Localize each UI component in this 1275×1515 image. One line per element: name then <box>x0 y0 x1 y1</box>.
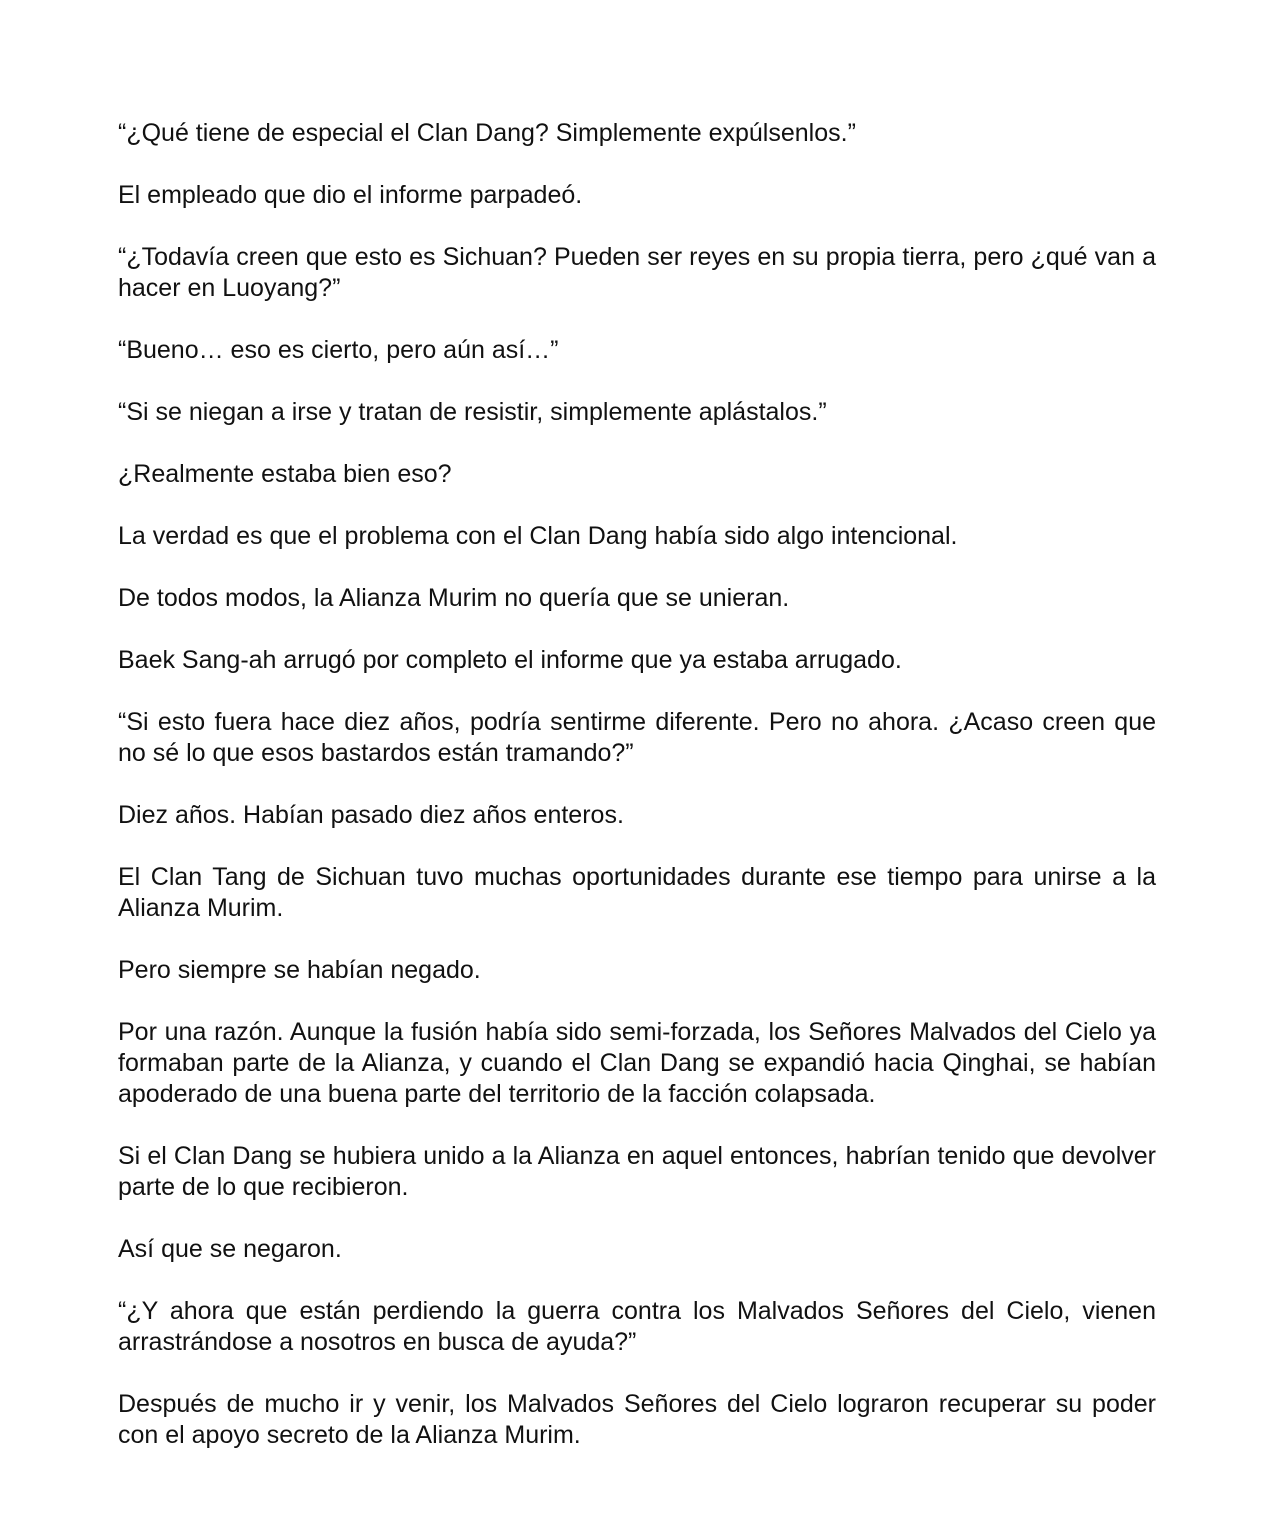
paragraph: La verdad es que el problema con el Clan Dang había sido algo intencional. <box>118 522 958 550</box>
document-page <box>118 118 1156 1482</box>
paragraph: El Clan Tang de Sichuan tuvo muchas oportunidades durante ese tiempo para unirse a la Alianza Murim. <box>118 863 1156 922</box>
paragraph: Baek Sang-ah arrugó por completo el informe que ya estaba arrugado. <box>118 646 902 674</box>
paragraph: “¿Qué tiene de especial el Clan Dang? Simplemente expúlsenlos.” <box>118 119 856 147</box>
paragraph: ¿Realmente estaba bien eso? <box>118 460 452 488</box>
paragraph: Después de mucho ir y venir, los Malvados Señores del Cielo lograron recuperar su poder con el apoyo secreto de la Alianza Murim. <box>118 1390 1156 1449</box>
paragraph: “Si esto fuera hace diez años, podría sentirme diferente. Pero no ahora. ¿Acaso creen que no sé lo que esos bastardos están tramando?” <box>118 708 1156 767</box>
paragraph: Así que se negaron. <box>118 1235 342 1263</box>
paragraph: El empleado que dio el informe parpadeó. <box>118 181 583 209</box>
paragraph: “¿Y ahora que están perdiendo la guerra contra los Malvados Señores del Cielo, vienen arrastrándose a nosotros en busca de ayuda?” <box>118 1297 1156 1356</box>
paragraph: Pero siempre se habían negado. <box>118 956 481 984</box>
paragraph: “¿Todavía creen que esto es Sichuan? Pueden ser reyes en su propia tierra, pero ¿qué van a hacer en Luoyang?” <box>118 243 1156 302</box>
paragraph: Por una razón. Aunque la fusión había sido semi-forzada, los Señores Malvados del Cielo ya formaban parte de la Alianza, y cuando el Clan Dang se expandió hacia Qinghai, se habían apoderado de una buena parte del territorio de la facción colapsada. <box>118 1018 1156 1108</box>
paragraph: “Bueno… eso es cierto, pero aún así…” <box>118 336 559 364</box>
paragraph: Si el Clan Dang se hubiera unido a la Alianza en aquel entonces, habrían tenido que devolver parte de lo que recibieron. <box>118 1142 1156 1201</box>
paragraph: De todos modos, la Alianza Murim no quería que se unieran. <box>118 584 790 612</box>
paragraph: Diez años. Habían pasado diez años enteros. <box>118 801 624 829</box>
paragraph: “Si se niegan a irse y tratan de resistir, simplemente aplástalos.” <box>118 398 827 426</box>
